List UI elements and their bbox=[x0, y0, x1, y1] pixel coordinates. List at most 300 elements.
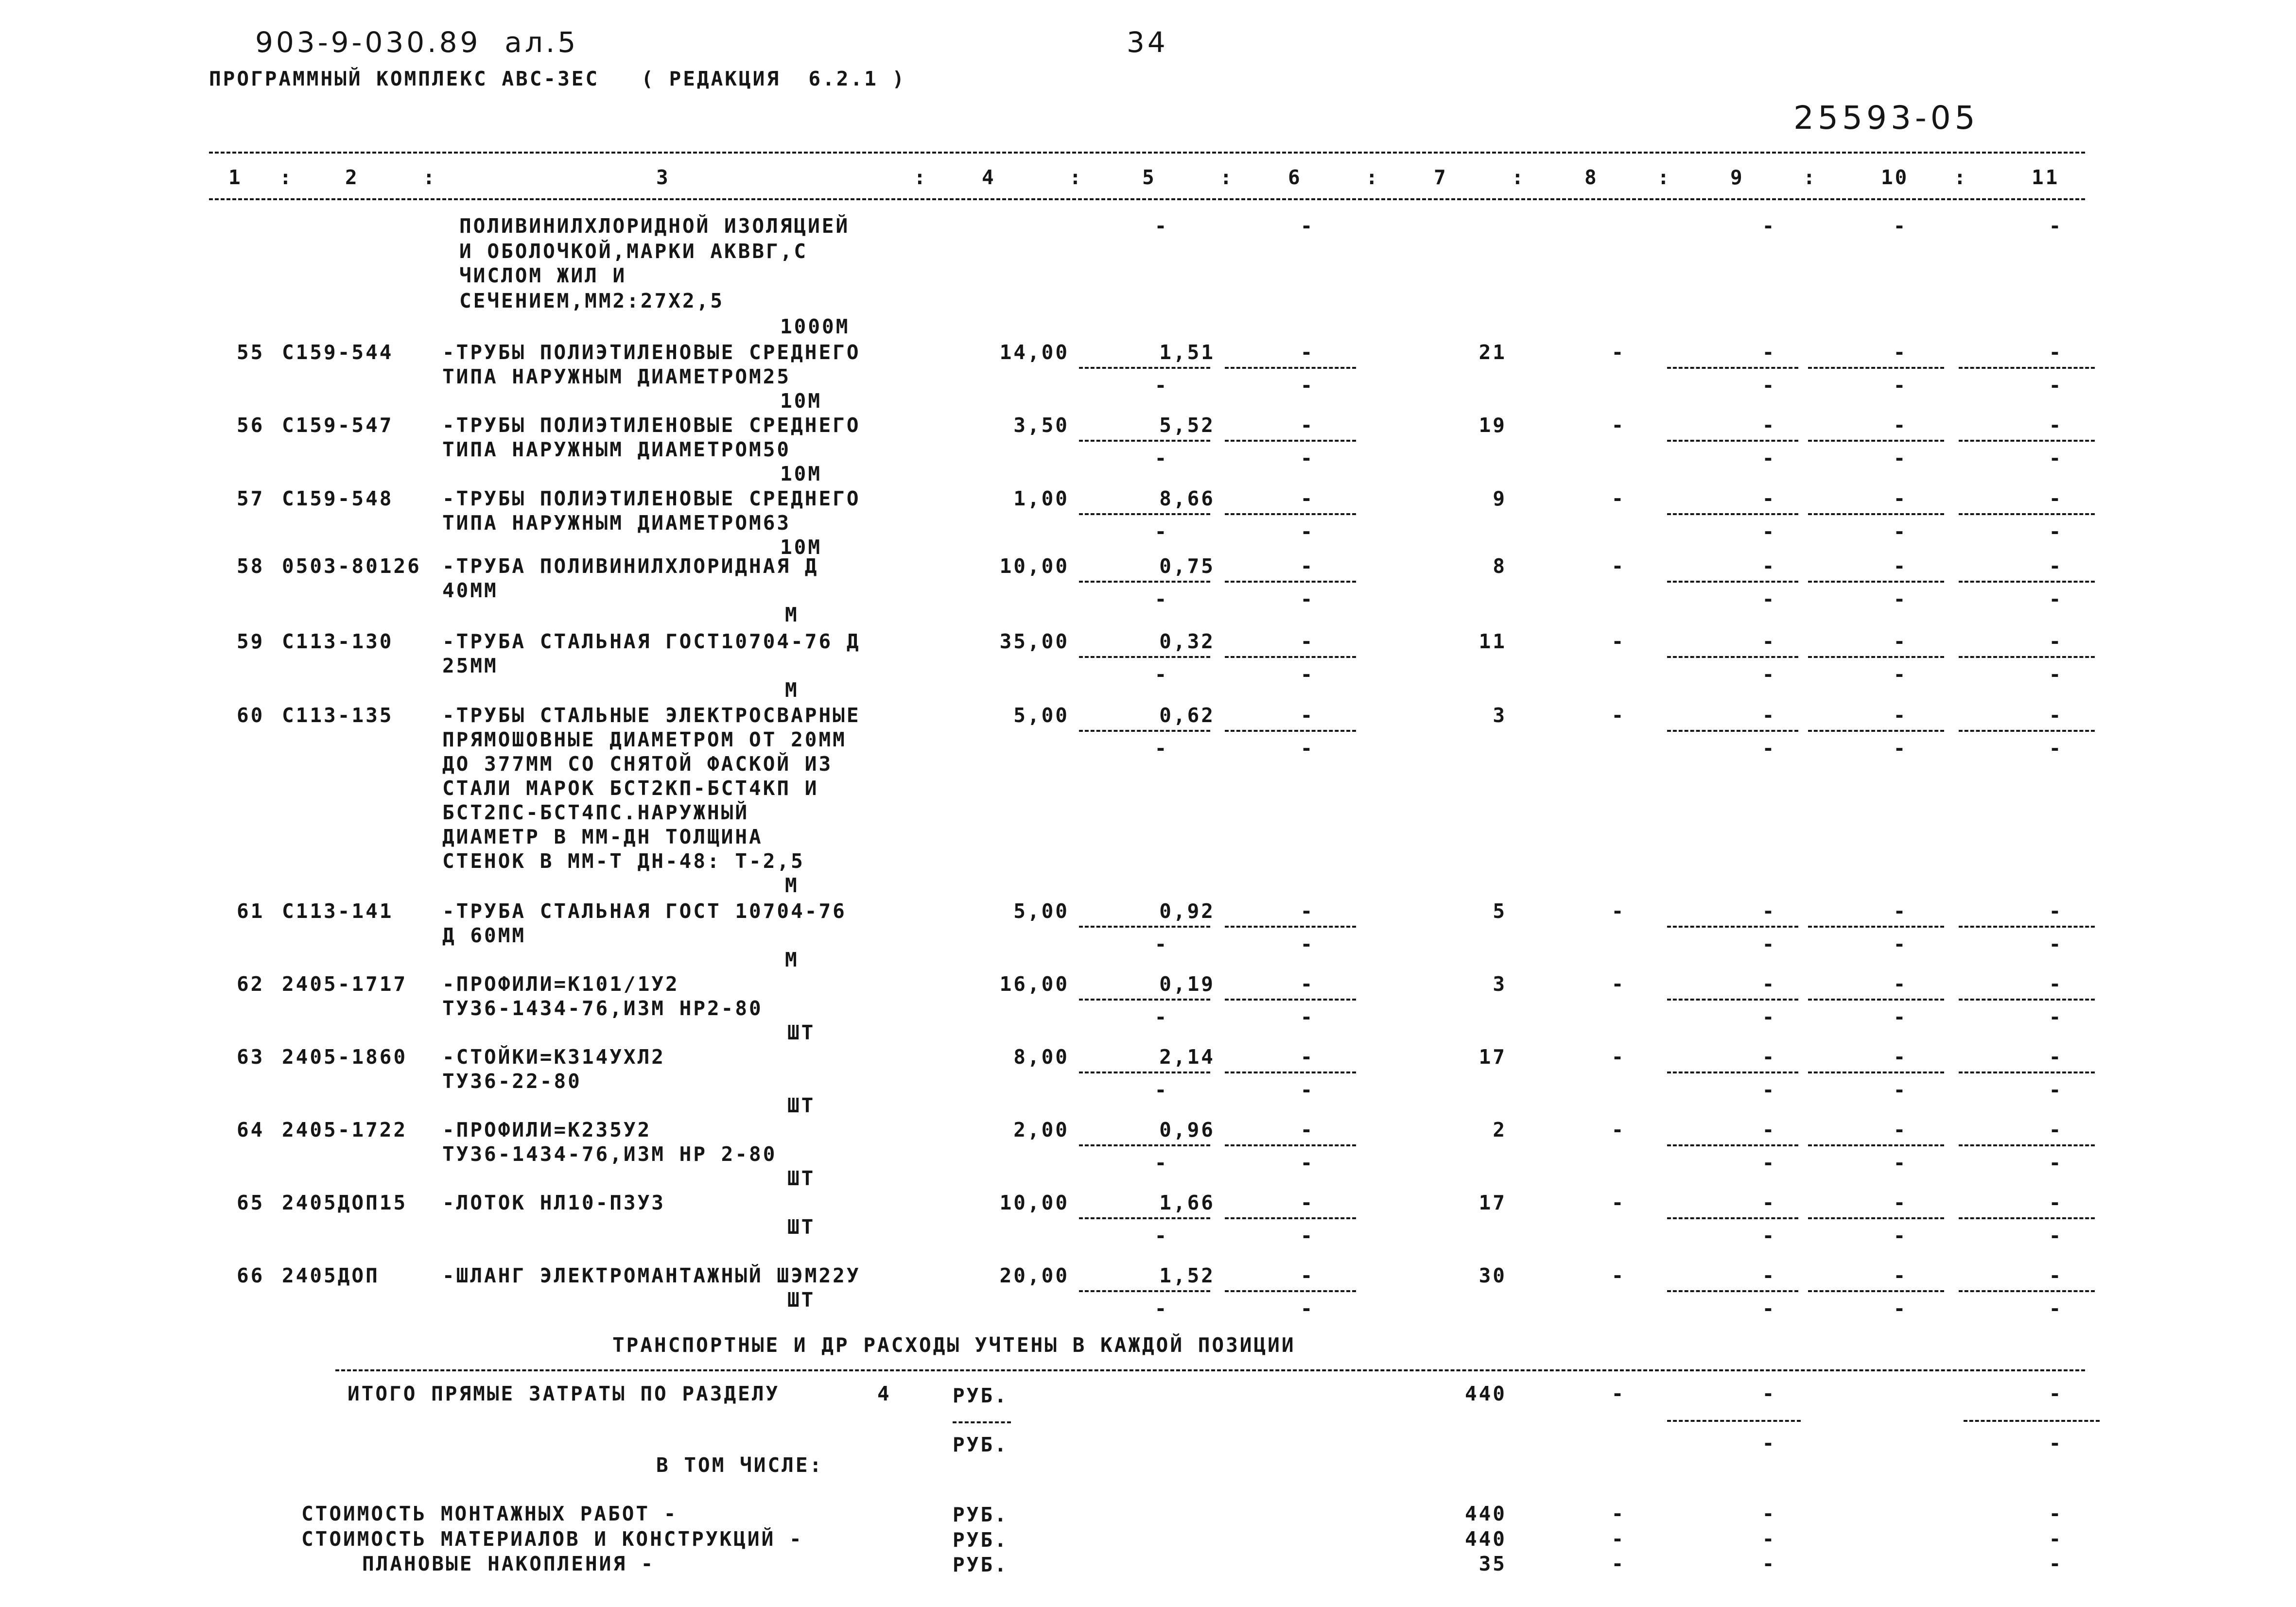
summary-top-rule bbox=[335, 1369, 2085, 1371]
summary-line-currency: РУБ. bbox=[953, 1553, 1009, 1576]
item-total: 8 bbox=[1493, 554, 1507, 578]
column-header-11: 11 bbox=[2032, 166, 2060, 189]
cell-rule bbox=[1225, 656, 1356, 658]
cell-rule bbox=[1079, 926, 1210, 928]
dash-cell: - bbox=[1154, 933, 1169, 956]
dash-cell: - bbox=[2049, 630, 2063, 653]
total-value: 440 bbox=[1464, 1382, 1507, 1405]
dash-cell: - bbox=[1893, 1045, 1908, 1069]
item-quantity: 14,00 bbox=[999, 341, 1069, 364]
summary-line-label: СТОИМОСТЬ МОНТАЖНЫХ РАБОТ - bbox=[301, 1502, 678, 1525]
summary-line-currency: РУБ. bbox=[953, 1503, 1009, 1526]
item-quantity: 5,00 bbox=[1013, 704, 1069, 727]
item-total: 21 bbox=[1478, 341, 1507, 364]
dash-cell: - bbox=[1154, 663, 1169, 686]
dash-cell: - bbox=[1611, 1552, 1626, 1575]
cell-rule bbox=[1225, 926, 1356, 928]
dash-cell: - bbox=[1154, 214, 1169, 238]
dash-cell: - bbox=[1300, 487, 1315, 510]
dash-cell: - bbox=[1300, 520, 1315, 543]
dash-cell: - bbox=[2049, 737, 2063, 760]
dash-cell: - bbox=[1611, 1191, 1626, 1214]
dash-cell: - bbox=[1154, 520, 1169, 543]
dash-cell: - bbox=[2049, 704, 2063, 727]
dash-cell: - bbox=[2049, 1297, 2063, 1320]
summary-line-currency: РУБ. bbox=[953, 1528, 1009, 1552]
dash-cell: - bbox=[2049, 663, 2063, 686]
dash-cell: - bbox=[1893, 487, 1908, 510]
dash-cell: - bbox=[1762, 1005, 1776, 1029]
item-code: С159-547 bbox=[282, 414, 394, 437]
dash-cell: - bbox=[1762, 899, 1776, 923]
dash-cell: - bbox=[1762, 1297, 1776, 1320]
column-separator: : bbox=[1954, 166, 1968, 189]
cell-rule bbox=[1808, 1071, 1944, 1073]
cell-rule bbox=[1079, 440, 1210, 442]
dash-cell: - bbox=[1762, 1382, 1776, 1405]
dash-cell: - bbox=[1893, 374, 1908, 397]
item-unit: ШТ bbox=[787, 1094, 816, 1117]
cell-rule bbox=[1959, 367, 2095, 369]
column-header-9: 9 bbox=[1730, 166, 1744, 189]
item-code: С159-544 bbox=[282, 341, 394, 364]
including-label: В ТОМ ЧИСЛЕ: bbox=[656, 1453, 824, 1477]
cell-rule bbox=[1959, 1290, 2095, 1292]
dash-cell: - bbox=[1300, 972, 1315, 996]
dash-cell: - bbox=[1762, 1502, 1776, 1525]
item-code: 0503-80126 bbox=[282, 554, 421, 578]
cell-rule bbox=[1959, 513, 2095, 515]
cell-rule bbox=[1808, 926, 1944, 928]
dash-cell: - bbox=[1611, 972, 1626, 996]
item-total: 19 bbox=[1478, 414, 1507, 437]
item-unit: ШТ bbox=[787, 1215, 816, 1239]
dash-cell: - bbox=[1893, 899, 1908, 923]
handwritten-stamp: 25593-05 bbox=[1793, 99, 1979, 137]
dash-cell: - bbox=[1762, 341, 1776, 364]
dash-cell: - bbox=[1893, 341, 1908, 364]
dash-cell: - bbox=[1762, 1078, 1776, 1102]
dash-cell: - bbox=[1300, 214, 1315, 238]
subtotal-rule bbox=[1667, 1420, 1801, 1422]
dash-cell: - bbox=[1300, 1191, 1315, 1214]
cell-rule bbox=[1667, 440, 1798, 442]
item-unit-price: 0,19 bbox=[1159, 972, 1215, 996]
item-total: 11 bbox=[1478, 630, 1507, 653]
dash-cell: - bbox=[1762, 1118, 1776, 1141]
dash-cell: - bbox=[1611, 1527, 1626, 1551]
cell-rule bbox=[1225, 1290, 1356, 1292]
cell-rule bbox=[1808, 656, 1944, 658]
cell-rule bbox=[1808, 1217, 1944, 1219]
column-header-6: 6 bbox=[1288, 166, 1302, 189]
dash-cell: - bbox=[1300, 737, 1315, 760]
dash-cell: - bbox=[1762, 663, 1776, 686]
cell-rule bbox=[1225, 581, 1356, 583]
dash-cell: - bbox=[1154, 737, 1169, 760]
dash-cell: - bbox=[1762, 588, 1776, 611]
column-separator: : bbox=[423, 166, 437, 189]
item-code: 2405ДОП15 bbox=[282, 1191, 408, 1214]
cell-rule bbox=[1667, 656, 1798, 658]
dash-cell: - bbox=[1154, 374, 1169, 397]
item-quantity: 10,00 bbox=[999, 1191, 1069, 1214]
dash-cell: - bbox=[1762, 1264, 1776, 1287]
item-number: 57 bbox=[237, 487, 265, 510]
item-code: С159-548 bbox=[282, 487, 394, 510]
dash-cell: - bbox=[2049, 972, 2063, 996]
cell-rule bbox=[1808, 367, 1944, 369]
item-quantity: 1,00 bbox=[1013, 487, 1069, 510]
cell-rule bbox=[1959, 581, 2095, 583]
dash-cell: - bbox=[2049, 520, 2063, 543]
item-unit-price: 2,14 bbox=[1159, 1045, 1215, 1069]
item-description: ТУ36-1434-76,ИЗМ НР 2-80 bbox=[442, 1142, 777, 1166]
cell-rule bbox=[1667, 1217, 1798, 1219]
dash-cell: - bbox=[2049, 447, 2063, 470]
item-description: -ШЛАНГ ЭЛЕКТРОМАНТАЖНЫЙ ШЭМ22У bbox=[442, 1264, 861, 1287]
cell-rule bbox=[1959, 1144, 2095, 1146]
item-unit-price: 0,92 bbox=[1159, 899, 1215, 923]
cell-rule bbox=[1225, 1071, 1356, 1073]
cell-rule bbox=[1959, 999, 2095, 1001]
cell-rule bbox=[1079, 1290, 1210, 1292]
dash-cell: - bbox=[2049, 1432, 2063, 1455]
item-total: 3 bbox=[1493, 972, 1507, 996]
item-total: 2 bbox=[1493, 1118, 1507, 1141]
column-separator: : bbox=[1069, 166, 1083, 189]
item-total: 17 bbox=[1478, 1191, 1507, 1214]
dash-cell: - bbox=[1300, 704, 1315, 727]
cell-rule bbox=[1079, 656, 1210, 658]
item-number: 64 bbox=[237, 1118, 265, 1141]
cell-rule bbox=[1079, 1071, 1210, 1073]
dash-cell: - bbox=[2049, 414, 2063, 437]
dash-cell: - bbox=[1762, 1191, 1776, 1214]
item-quantity: 10,00 bbox=[999, 554, 1069, 578]
cell-rule bbox=[1079, 367, 1210, 369]
item-unit-price: 1,66 bbox=[1159, 1191, 1215, 1214]
dash-cell: - bbox=[1300, 447, 1315, 470]
dash-cell: - bbox=[1611, 1502, 1626, 1525]
cell-rule bbox=[1808, 1290, 1944, 1292]
total-label: ИТОГО ПРЯМЫЕ ЗАТРАТЫ ПО РАЗДЕЛУ bbox=[348, 1382, 780, 1405]
cell-rule bbox=[1959, 1071, 2095, 1073]
dash-cell: - bbox=[1893, 663, 1908, 686]
cell-rule bbox=[1079, 1144, 1210, 1146]
item-description: -ТРУБА СТАЛЬНАЯ ГОСТ10704-76 Д bbox=[442, 630, 861, 653]
item-code: С113-135 bbox=[282, 704, 394, 727]
cell-rule bbox=[1959, 440, 2095, 442]
cell-rule bbox=[1667, 1071, 1798, 1073]
column-separator: : bbox=[1220, 166, 1234, 189]
cell-rule bbox=[1225, 730, 1356, 732]
item-number: 61 bbox=[237, 899, 265, 923]
program-line: ПРОГРАММНЫЙ КОМПЛЕКС АВС-3ЕС ( РЕДАКЦИЯ 6.2.1 ) bbox=[209, 67, 906, 90]
dash-cell: - bbox=[2049, 1382, 2063, 1405]
dash-cell: - bbox=[1611, 899, 1626, 923]
dash-cell: - bbox=[1300, 1078, 1315, 1102]
item-description: ДО 377ММ СО СНЯТОЙ ФАСКОЙ ИЗ bbox=[442, 752, 833, 776]
dash-cell: - bbox=[1611, 414, 1626, 437]
item-number: 65 bbox=[237, 1191, 265, 1214]
item-quantity: 5,00 bbox=[1013, 899, 1069, 923]
summary-line-value: 440 bbox=[1464, 1527, 1507, 1551]
item-description: -ТРУБЫ СТАЛЬНЫЕ ЭЛЕКТРОСВАРНЫЕ bbox=[442, 704, 861, 727]
dash-cell: - bbox=[1893, 414, 1908, 437]
cell-rule bbox=[1808, 440, 1944, 442]
item-unit: ШТ bbox=[787, 1288, 816, 1312]
total-section: 4 bbox=[877, 1382, 891, 1405]
cell-rule bbox=[1667, 730, 1798, 732]
dash-cell: - bbox=[1762, 214, 1776, 238]
dash-cell: - bbox=[1300, 1005, 1315, 1029]
item-unit-price: 1,52 bbox=[1159, 1264, 1215, 1287]
summary-line-label: СТОИМОСТЬ МАТЕРИАЛОВ И КОНСТРУКЦИЙ - bbox=[301, 1527, 803, 1551]
dash-cell: - bbox=[1300, 374, 1315, 397]
item-description: ТУ36-1434-76,ИЗМ НР2-80 bbox=[442, 997, 763, 1020]
dash-cell: - bbox=[1762, 487, 1776, 510]
cell-rule bbox=[1667, 1290, 1798, 1292]
item-code: С113-130 bbox=[282, 630, 394, 653]
dash-cell: - bbox=[1893, 1191, 1908, 1214]
column-header-5: 5 bbox=[1142, 166, 1156, 189]
item-unit: 10М bbox=[780, 389, 822, 413]
item-number: 56 bbox=[237, 414, 265, 437]
dash-cell: - bbox=[1611, 704, 1626, 727]
item-description: ТИПА НАРУЖНЫМ ДИАМЕТРОМ25 bbox=[442, 365, 791, 388]
dash-cell: - bbox=[1762, 704, 1776, 727]
item-description: -ЛОТОК НЛ10-П3У3 bbox=[442, 1191, 665, 1214]
item-quantity: 35,00 bbox=[999, 630, 1069, 653]
item-description: -ТРУБЫ ПОЛИЭТИЛЕНОВЫЕ СРЕДНЕГО bbox=[442, 341, 861, 364]
item-unit-price: 0,32 bbox=[1159, 630, 1215, 653]
dash-cell: - bbox=[1893, 447, 1908, 470]
column-separator: : bbox=[914, 166, 928, 189]
cell-rule bbox=[1959, 1217, 2095, 1219]
cell-rule bbox=[1667, 1144, 1798, 1146]
cell-rule bbox=[1225, 440, 1356, 442]
item-quantity: 3,50 bbox=[1013, 414, 1069, 437]
dash-cell: - bbox=[2049, 1527, 2063, 1551]
dash-cell: - bbox=[2049, 554, 2063, 578]
cell-rule bbox=[1808, 1144, 1944, 1146]
dash-cell: - bbox=[1893, 737, 1908, 760]
dash-cell: - bbox=[1893, 972, 1908, 996]
cell-rule bbox=[1667, 367, 1798, 369]
item-unit: М bbox=[785, 874, 799, 897]
dash-cell: - bbox=[1154, 1078, 1169, 1102]
dash-cell: - bbox=[1762, 1527, 1776, 1551]
dash-cell: - bbox=[1300, 663, 1315, 686]
item-description: БСТ2ПС-БСТ4ПС.НАРУЖНЫЙ bbox=[442, 801, 749, 824]
cell-rule bbox=[1667, 926, 1798, 928]
cell-rule bbox=[1667, 513, 1798, 515]
dash-cell: - bbox=[1154, 1151, 1169, 1175]
dash-cell: - bbox=[1154, 1005, 1169, 1029]
intro-line: И ОБОЛОЧКОЙ,МАРКИ АКВВГ,С bbox=[459, 240, 808, 263]
cell-rule bbox=[1079, 999, 1210, 1001]
column-header-10: 10 bbox=[1881, 166, 1909, 189]
dash-cell: - bbox=[1762, 1432, 1776, 1455]
item-unit: 10М bbox=[780, 536, 822, 559]
dash-cell: - bbox=[1300, 1151, 1315, 1175]
item-code: 2405-1717 bbox=[282, 972, 408, 996]
dash-cell: - bbox=[1611, 341, 1626, 364]
dash-cell: - bbox=[1300, 1264, 1315, 1287]
item-code: 2405ДОП bbox=[282, 1264, 380, 1287]
cell-rule bbox=[1959, 656, 2095, 658]
dash-cell: - bbox=[1762, 447, 1776, 470]
dash-cell: - bbox=[2049, 588, 2063, 611]
dash-cell: - bbox=[2049, 1005, 2063, 1029]
transport-note: ТРАНСПОРТНЫЕ И ДР РАСХОДЫ УЧТЕНЫ В КАЖДОЙ ПОЗИЦИИ bbox=[612, 1333, 1296, 1357]
column-header-3: 3 bbox=[656, 166, 670, 189]
item-quantity: 20,00 bbox=[999, 1264, 1069, 1287]
dash-cell: - bbox=[1762, 972, 1776, 996]
dash-cell: - bbox=[1611, 1382, 1626, 1405]
item-description: -ПРОФИЛИ=К101/1У2 bbox=[442, 972, 679, 996]
summary-line-label: ПЛАНОВЫЕ НАКОПЛЕНИЯ - bbox=[362, 1552, 655, 1575]
column-header-8: 8 bbox=[1584, 166, 1599, 189]
item-description: -СТОЙКИ=К314УХЛ2 bbox=[442, 1045, 665, 1069]
intro-line: ЧИСЛОМ ЖИЛ И bbox=[459, 264, 627, 287]
dash-cell: - bbox=[1154, 1297, 1169, 1320]
dash-cell: - bbox=[1762, 1045, 1776, 1069]
dash-cell: - bbox=[1762, 630, 1776, 653]
item-description: -ТРУБЫ ПОЛИЭТИЛЕНОВЫЕ СРЕДНЕГО bbox=[442, 487, 861, 510]
dash-cell: - bbox=[2049, 1118, 2063, 1141]
dash-cell: - bbox=[2049, 1224, 2063, 1247]
item-number: 62 bbox=[237, 972, 265, 996]
item-number: 58 bbox=[237, 554, 265, 578]
item-unit-price: 5,52 bbox=[1159, 414, 1215, 437]
item-total: 5 bbox=[1493, 899, 1507, 923]
cell-rule bbox=[1808, 730, 1944, 732]
dash-cell: - bbox=[1762, 414, 1776, 437]
dash-cell: - bbox=[2049, 1264, 2063, 1287]
column-header-2: 2 bbox=[345, 166, 359, 189]
item-description: СТАЛИ МАРОК БСТ2КП-БСТ4КП И bbox=[442, 777, 819, 800]
column-separator: : bbox=[1512, 166, 1526, 189]
item-unit: 10М bbox=[780, 462, 822, 485]
dash-cell: - bbox=[1300, 554, 1315, 578]
cell-rule bbox=[1225, 1144, 1356, 1146]
intro-line: ПОЛИВИНИЛХЛОРИДНОЙ ИЗОЛЯЦИЕЙ bbox=[459, 214, 850, 238]
cell-rule bbox=[1959, 926, 2095, 928]
column-separator: : bbox=[1366, 166, 1380, 189]
item-description: 25ММ bbox=[442, 654, 498, 677]
item-description: ТУ36-22-80 bbox=[442, 1070, 582, 1093]
dash-cell: - bbox=[1611, 487, 1626, 510]
dash-cell: - bbox=[1300, 341, 1315, 364]
dash-cell: - bbox=[2049, 1078, 2063, 1102]
cell-rule bbox=[1079, 730, 1210, 732]
dash-cell: - bbox=[1893, 1118, 1908, 1141]
column-header-1: 1 bbox=[228, 166, 243, 189]
dash-cell: - bbox=[1762, 1552, 1776, 1575]
dash-cell: - bbox=[1893, 1264, 1908, 1287]
item-description: -ТРУБА СТАЛЬНАЯ ГОСТ 10704-76 bbox=[442, 899, 847, 923]
item-description: ПРЯМОШОВНЫЕ ДИАМЕТРОМ ОТ 20ММ bbox=[442, 728, 847, 751]
dash-cell: - bbox=[1611, 1264, 1626, 1287]
column-header-7: 7 bbox=[1434, 166, 1448, 189]
dash-cell: - bbox=[1154, 588, 1169, 611]
dash-cell: - bbox=[2049, 1502, 2063, 1525]
item-quantity: 2,00 bbox=[1013, 1118, 1069, 1141]
summary-line-value: 35 bbox=[1478, 1552, 1507, 1575]
dash-cell: - bbox=[2049, 374, 2063, 397]
item-number: 60 bbox=[237, 704, 265, 727]
cell-rule bbox=[1808, 513, 1944, 515]
item-total: 3 bbox=[1493, 704, 1507, 727]
item-unit-price: 0,62 bbox=[1159, 704, 1215, 727]
item-unit: ШТ bbox=[787, 1021, 816, 1044]
subtotal-rule bbox=[953, 1421, 1011, 1423]
item-number: 55 bbox=[237, 341, 265, 364]
item-description: Д 60ММ bbox=[442, 924, 526, 947]
item-code: 2405-1860 bbox=[282, 1045, 408, 1069]
dash-cell: - bbox=[1611, 630, 1626, 653]
item-unit: М bbox=[785, 948, 799, 971]
dash-cell: - bbox=[2049, 1151, 2063, 1175]
dash-cell: - bbox=[1300, 1297, 1315, 1320]
cell-rule bbox=[1667, 999, 1798, 1001]
summary-line-value: 440 bbox=[1464, 1502, 1507, 1525]
cell-rule bbox=[1959, 730, 2095, 732]
item-unit-price: 0,75 bbox=[1159, 554, 1215, 578]
dash-cell: - bbox=[1300, 1118, 1315, 1141]
dash-cell: - bbox=[2049, 1552, 2063, 1575]
dash-cell: - bbox=[1611, 554, 1626, 578]
item-description: 40ММ bbox=[442, 579, 498, 602]
cell-rule bbox=[1808, 999, 1944, 1001]
subtotal-rule bbox=[1964, 1420, 2100, 1422]
dash-cell: - bbox=[1893, 1224, 1908, 1247]
cell-rule bbox=[1808, 581, 1944, 583]
dash-cell: - bbox=[1893, 1297, 1908, 1320]
table-top-rule bbox=[209, 152, 2085, 154]
intro-unit: 1000М bbox=[780, 315, 850, 338]
dash-cell: - bbox=[2049, 1045, 2063, 1069]
table-header-rule bbox=[209, 198, 2085, 200]
document-code: 903-9-030.89 ал.5 bbox=[255, 26, 579, 59]
item-description: ТИПА НАРУЖНЫМ ДИАМЕТРОМ50 bbox=[442, 438, 791, 461]
item-number: 59 bbox=[237, 630, 265, 653]
item-description: ТИПА НАРУЖНЫМ ДИАМЕТРОМ63 bbox=[442, 511, 791, 535]
dash-cell: - bbox=[1893, 520, 1908, 543]
dash-cell: - bbox=[1893, 1078, 1908, 1102]
dash-cell: - bbox=[1762, 933, 1776, 956]
dash-cell: - bbox=[1300, 899, 1315, 923]
page-number: 34 bbox=[1127, 26, 1168, 59]
dash-cell: - bbox=[1893, 704, 1908, 727]
item-total: 17 bbox=[1478, 1045, 1507, 1069]
dash-cell: - bbox=[1893, 554, 1908, 578]
item-unit: М bbox=[785, 678, 799, 702]
dash-cell: - bbox=[1893, 630, 1908, 653]
item-unit: ШТ bbox=[787, 1167, 816, 1190]
dash-cell: - bbox=[2049, 899, 2063, 923]
total-currency: РУБ. bbox=[953, 1384, 1009, 1407]
cell-rule bbox=[1667, 581, 1798, 583]
cell-rule bbox=[1225, 367, 1356, 369]
cell-rule bbox=[1225, 999, 1356, 1001]
dash-cell: - bbox=[1154, 447, 1169, 470]
column-separator: : bbox=[1657, 166, 1671, 189]
item-description: ДИАМЕТР В ММ-ДН ТОЛЩИНА bbox=[442, 825, 763, 848]
dash-cell: - bbox=[2049, 933, 2063, 956]
